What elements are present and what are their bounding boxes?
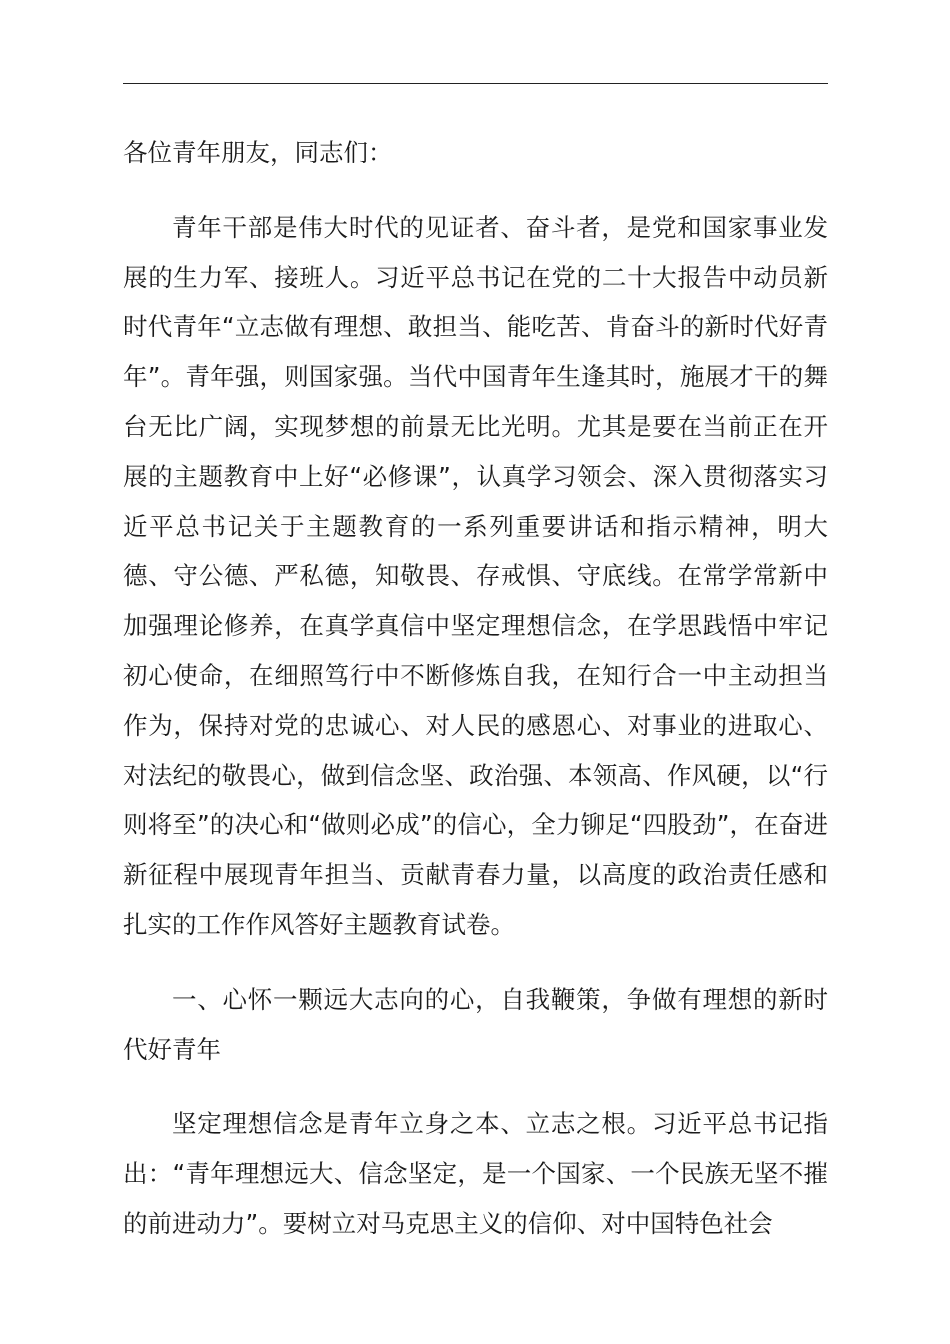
document-body — [123, 128, 828, 1249]
section-paragraph: 坚定理想信念是青年立身之本、立志之根。习近平总书记指出：“青年理想远大、信念坚定，是一个国家、一个民族无坚不摧的前进动力”。要树立对马克思主义的信仰、对中国特色社会 — [123, 1109, 828, 1238]
salutation: 各位青年朋友，同志们： — [123, 138, 393, 167]
intro-paragraph: 青年干部是伟大时代的见证者、奋斗者，是党和国家事业发展的生力军、接班人。习近平总书记在党的二十大报告中动员新时代青年“立志做有理想、敢担当、能吃苦、肯奋斗的新时代好青年”。青年强，则国家强。当代中国青年生逢其时，施展才干的舞台无比广阔，实现梦想的前景无比光明。尤其是要在当前正在开展的主题教育中上好“必修课”，认真学习领会、深入贯彻落实习近平总书记关于主题教育的一系列重要讲话和指示精神，明大德、守公德、严私德，知敬畏、存戒惧、守底线。在常学常新中加强理论修养，在真学真信中坚定理想信念，在学思践悟中牢记初心使命，在细照笃行中不断修炼自我，在知行合一中主动担当作为，保持对党的忠诚心、对人民的感恩心、对事业的进取心、对法纪的敬畏心，做到信念坚、政治强、本领高、作风硬，以“行则将至”的决心和“做则必成”的信心，全力铆足“四股劲”，在奋进新征程中展现青年担当、贡献青春力量，以高度的政治责任感和扎实的工作作风答好主题教育试卷。 — [123, 212, 828, 939]
header-rule — [123, 83, 828, 84]
section-heading: 一、心怀一颗远大志向的心，自我鞭策，争做有理想的新时代好青年 — [123, 984, 828, 1064]
